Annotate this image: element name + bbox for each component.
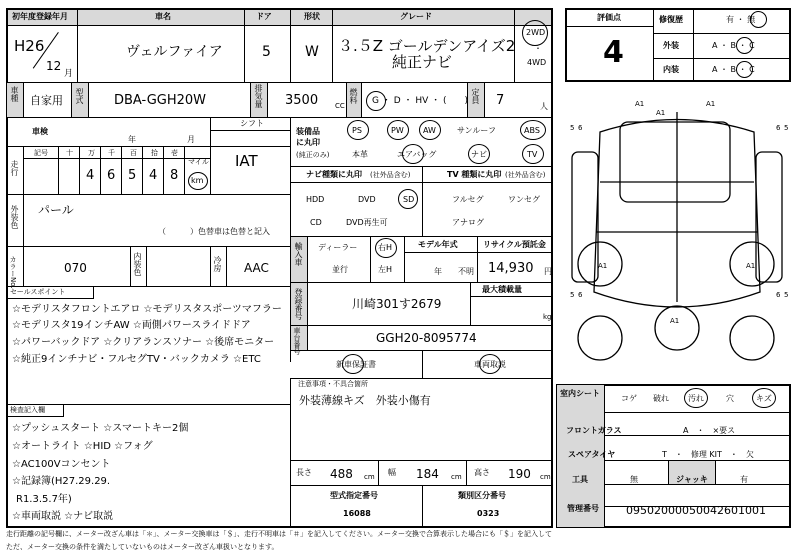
diag-label-4: 5 (570, 291, 575, 299)
width-unit: cm (451, 473, 462, 481)
drive-4wd: 4WD (527, 58, 547, 67)
drive-2wd: 2WD (526, 28, 546, 37)
shaken-month-unit: 月 (187, 135, 195, 144)
import-left-h: 左H (378, 265, 393, 274)
seat-item-1: 破れ (653, 394, 669, 403)
tv-oneseg: ワンセグ (508, 195, 540, 204)
color-no-label: カラーNo. (9, 256, 17, 289)
height-label: 高さ (474, 468, 490, 477)
max-load-unit: kg (543, 313, 552, 321)
wheel-rl (578, 316, 622, 360)
equip-leather: 本革 (352, 150, 368, 159)
header-label-row (6, 8, 553, 26)
fuel-circle-g (366, 91, 386, 111)
shaken-year-unit: 年 (128, 135, 136, 144)
import-right-h: 右H (378, 243, 393, 252)
diag-label-1: 6 (578, 124, 583, 132)
seat-item-2: 汚れ (688, 394, 704, 403)
mileage-digit-3: 4 (149, 168, 158, 183)
first-reg-month: 12 (46, 59, 62, 73)
glass-value: A ・ ×要ス (683, 426, 736, 435)
length-unit: cm (364, 473, 375, 481)
equip-sunroof: サンルーフ (457, 126, 496, 135)
repair-options: 有 ・ 無 (726, 15, 756, 24)
diag-label-7: 5 (784, 291, 789, 299)
door-count: 5 (262, 44, 271, 60)
left-panel (572, 152, 598, 282)
mileage-header-2: 万 (88, 149, 95, 157)
drive-separator: ・ (534, 44, 542, 53)
cc-unit: CC (335, 102, 345, 110)
tv-analog: アナログ (452, 218, 484, 227)
shape-label: 形状 (304, 12, 320, 21)
mileage-label: 走行 (10, 160, 19, 176)
diag-label-0: 5 (570, 124, 575, 132)
spare-label: スペアタイヤ (568, 450, 616, 459)
registration-label: 登録番号 (294, 288, 303, 320)
tv-fullseg: フルセグ (452, 195, 484, 204)
sales-line-1: ☆モデリスタ19インチAW ☆両側パワースライドドア (12, 320, 251, 331)
interior-options: A ・ B ・ C (712, 65, 755, 74)
equip-navi: ナビ (471, 150, 487, 159)
navi-label: ナビ種類に丸印 (306, 170, 362, 179)
inspection-label: 検査記入欄 (10, 406, 45, 414)
km-label: km (191, 176, 204, 185)
inspection-line-3: ☆記録簿(H27.29.29. (12, 476, 111, 487)
model-label: 型式 (75, 88, 84, 104)
inspection-line-2: ☆AC100Vコンセント (12, 459, 111, 470)
equipment-sublabel: (純正のみ) (296, 151, 330, 159)
sales-line-0: ☆モデリスタフロントエアロ ☆モデリスタスポーツマフラー (12, 304, 282, 315)
mileage-header-0: 記号 (34, 149, 48, 157)
seat-item-4: キズ (756, 394, 772, 403)
grade-label: グレード (400, 12, 432, 21)
mileage-header-5: 拾 (151, 149, 158, 157)
navi-hdd: HDD (306, 195, 325, 204)
color-no-value: 070 (64, 261, 87, 275)
seat-item-3: 穴 (726, 394, 734, 403)
inspection-line-0: ☆プッシュスタート ☆スマートキー2個 (12, 423, 189, 434)
notes-label: 注意事項・不具合箇所 (298, 380, 368, 388)
mileage-digit-2: 5 (128, 168, 137, 183)
inspection-line-4: R1.3.5.7年) (16, 494, 72, 505)
model-year-label: モデル年式 (418, 240, 458, 249)
capacity-unit: 人 (540, 102, 548, 111)
seat-item-0: コゲ (621, 394, 637, 403)
door-label: ドア (256, 12, 272, 21)
chassis-value: GGH20-8095774 (376, 331, 477, 345)
first-reg-year: H26 (14, 37, 45, 55)
usage: 自家用 (30, 94, 63, 107)
mileage-digit-1: 6 (107, 168, 116, 183)
vehicle-manual: 車両取説 (474, 360, 506, 369)
height-unit: cm (540, 473, 551, 481)
navi-dvd: DVD (358, 195, 376, 204)
tools-label: 工具 (572, 475, 588, 484)
mileage-header-6: 壱 (171, 149, 178, 157)
diag-mark-5: A1 (670, 317, 680, 325)
capacity: 7 (496, 93, 505, 108)
recycle-label: リサイクル預託金 (483, 240, 546, 249)
mileage-header-1: 十 (66, 149, 73, 157)
roof-panel (620, 122, 730, 202)
model-spec-label: 型式指定番号 (330, 491, 378, 500)
spare-wheel (655, 306, 699, 350)
exterior-label: 外装 (663, 41, 679, 50)
mile-label: マイル (188, 158, 209, 166)
sales-points-label: セールスポイント (10, 288, 66, 296)
interior-color-label: 内装色 (133, 252, 142, 276)
first-reg-label: 初年度登録年月 (12, 12, 68, 21)
width-label: 幅 (388, 468, 396, 477)
equip-aw: AW (423, 126, 436, 135)
inspection-line-1: ☆オートライト ☆HID ☆フォグ (12, 441, 153, 452)
max-load-label: 最大積載量 (482, 285, 522, 294)
length-value: 488 (330, 467, 353, 481)
shaken-label: 車検 (32, 127, 48, 136)
jack-label: ジャッキ (676, 475, 708, 484)
wheel-rr (730, 316, 774, 360)
seat-label: 室内シート (560, 389, 600, 398)
tools-value: 無 (630, 475, 638, 484)
footer-line1: 走行距離の記号欄に、メーター改ざん車は「＊」、メーター交換車は「＄」、走行不明車は「＃」を記入してください。メーター交換で合算表示した場合にも「＄」を記入して (6, 530, 552, 538)
car-diagram (560, 92, 794, 380)
diag-label-2: 6 (776, 124, 781, 132)
tv-label-note: (社外品含む) (505, 171, 546, 179)
diag-mark-0: A1 (635, 100, 645, 108)
mileage-digit-0: 4 (86, 168, 95, 183)
navi-dvd-play: DVD再生可 (346, 218, 388, 227)
equip-airbag: エアバッグ (397, 150, 437, 159)
diag-label-3: 5 (784, 124, 789, 132)
diag-mark-2: A1 (656, 109, 666, 117)
repair-label: 修復歴 (659, 15, 683, 24)
capacity-label: 定員 (471, 88, 480, 104)
diag-mark-3: A1 (598, 262, 608, 270)
notes-text: 外装薄線キズ 外装小傷有 (299, 394, 431, 407)
equip-ps: PS (352, 126, 362, 135)
navi-cd: CD (310, 218, 322, 227)
color-note: （ ）色替車は色替と記入 (158, 227, 270, 236)
diag-label-6: 6 (776, 291, 781, 299)
tv-label: TV 種類に丸印 (447, 170, 502, 179)
diag-mark-1: A1 (706, 100, 716, 108)
registration-value: 川崎301す2679 (352, 297, 442, 311)
chassis-label: 車台番号 (293, 327, 301, 355)
diag-mark-4: A1 (746, 262, 756, 270)
navi-label-note: (社外品含む) (370, 171, 411, 179)
displacement-label: 排気量 (254, 84, 263, 108)
length-label: 長さ (296, 468, 312, 477)
inspection-line-5: ☆車両取説 ☆ナビ取説 (12, 511, 114, 522)
exterior-options: A ・ B ・ C (712, 41, 755, 50)
import-parallel: 並行 (332, 265, 348, 274)
sales-line-3: ☆純正9インチナビ・フルセグTV・バックカメラ ☆ETC (12, 354, 261, 365)
model-year-unknown: 不明 (458, 267, 474, 276)
body-shape: W (305, 44, 319, 60)
equip-abs: ABS (524, 126, 540, 135)
navi-sd: SD (403, 195, 415, 204)
shift: IAT (235, 152, 258, 170)
height-value: 190 (508, 467, 531, 481)
equipment-label: 装備品に丸印 (296, 127, 320, 147)
fuel-label: 燃料 (349, 88, 358, 104)
model-year-unit: 年 (434, 267, 442, 276)
color-value: パール (38, 203, 74, 217)
diag-label-5: 6 (578, 291, 583, 299)
equip-tv: TV (527, 150, 538, 159)
car-name: ヴェルファイア (126, 44, 223, 60)
ac-label: 冷房 (213, 256, 222, 272)
equip-pw: PW (391, 126, 404, 135)
import-dealer: ディーラー (318, 243, 358, 252)
type-label: 車種 (10, 86, 19, 102)
shift-label: シフト (240, 119, 264, 128)
right-panel (756, 152, 782, 282)
glass-label: フロントガラス (566, 426, 622, 435)
jack-value: 有 (740, 475, 748, 484)
recycle-value: 14,930 (488, 261, 534, 276)
mileage-header-3: 千 (108, 149, 115, 157)
car-name-label: 車名 (155, 12, 171, 21)
rating-label: 評価点 (597, 13, 621, 22)
management-value: 09502000050042601001 (626, 504, 766, 517)
width-value: 184 (416, 467, 439, 481)
category-value: 0323 (477, 509, 500, 518)
first-reg-month-unit: 月 (64, 69, 74, 79)
recycle-yen: 円 (544, 267, 552, 276)
ac-value: AAC (244, 261, 269, 275)
category-label: 類別区分番号 (458, 491, 506, 500)
mileage-header-4: 百 (130, 149, 137, 157)
model-spec-value: 16088 (343, 509, 371, 518)
rating-score: 4 (603, 35, 624, 70)
footer-line2: ただ、メーター交換の条件を満たしていないものはメーター改ざん車扱いとなります。 (6, 543, 279, 551)
grade-line1: ３.５Z ゴールデンアイズ2 (338, 37, 516, 55)
new-warranty: 新車保証書 (336, 360, 376, 369)
model: DBA-GGH20W (114, 93, 207, 108)
fuel-options: G ・ D ・ HV ・ ( ) (372, 96, 469, 106)
mileage-digit-4: 8 (170, 168, 179, 183)
management-label: 管理番号 (567, 504, 599, 513)
color-label: 外装色 (10, 205, 19, 229)
displacement: 3500 (285, 93, 319, 108)
grade-line2: 純正ナビ (392, 53, 453, 71)
import-label: 輸入車 (294, 242, 303, 266)
spare-value: T ・ 修理 KIT ・ 欠 (662, 450, 754, 459)
interior-label: 内装 (663, 65, 679, 74)
sales-line-2: ☆パワーバックドア ☆クリアランスソナー ☆後席モニター (12, 337, 275, 348)
